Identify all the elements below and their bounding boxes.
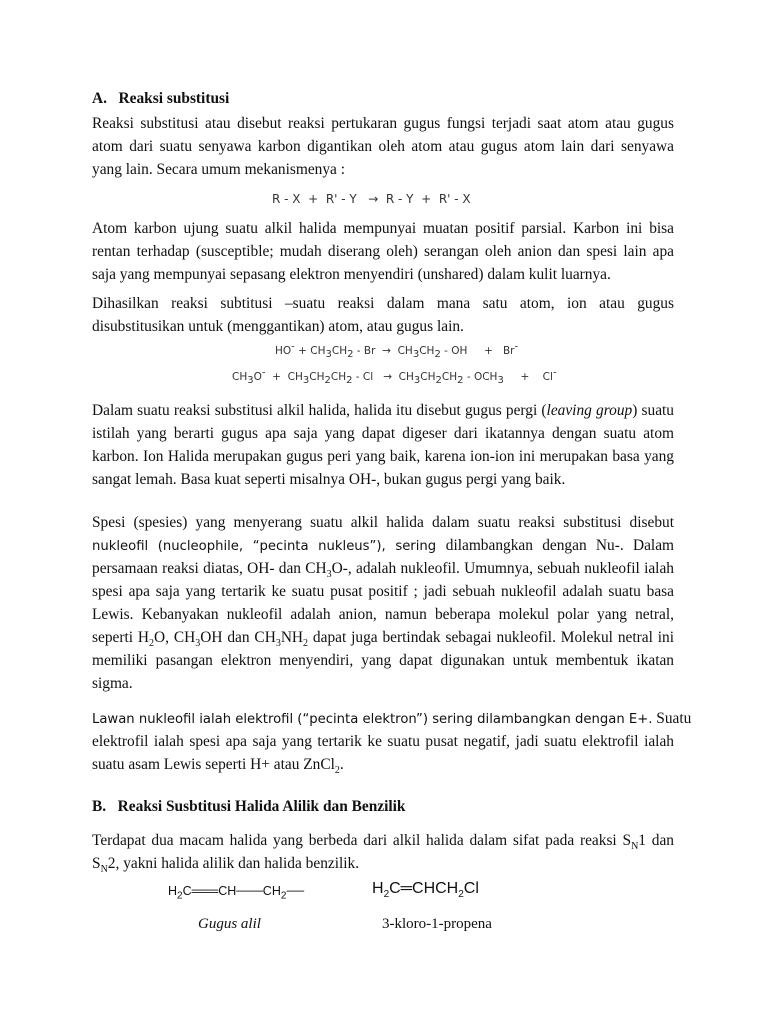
text-segment: rentan terhadap (susceptible; mudah diserang oleh) serangan oleh anion dan spesi lain apa (92, 243, 674, 260)
text-segment: 3 (275, 638, 281, 650)
reaction-equation-1 (275, 341, 519, 361)
allyl-group-structure (168, 884, 305, 902)
text-segment: elektrofil ialah spesi apa saja yang tertarik ke suatu pusat negatif, jadi suatu elektrofil ialah (92, 733, 674, 750)
text-segment: Reaksi substitusi atau disebut reaksi pertukaran gugus fungsi terjadi saat atom atau gugus (92, 115, 674, 132)
text-segment: 2 (435, 375, 442, 387)
text-segment: 2 (383, 889, 390, 901)
text-segment: - (514, 341, 519, 353)
paragraph-nucleophile (92, 511, 674, 695)
text-segment: Lewis. Kebanyakan nukleofil adalah anion, namun beberapa molekul polar yang netral, (92, 606, 674, 623)
text-segment: 3 (413, 375, 421, 387)
text-segment: nukleofil (nucleophile, “pecinta nukleus”), sering (92, 539, 446, 554)
text-segment: + CH (265, 371, 303, 383)
text-line (92, 753, 674, 776)
text-segment: CH (232, 371, 248, 383)
text-segment: O (253, 371, 262, 383)
text-line (92, 135, 674, 158)
text-segment: Lawan nukleofil ialah elektrofil (“pecinta elektron”) sering dilambangkan dengan E+. (92, 712, 653, 727)
text-segment: 2 (346, 375, 353, 387)
text-segment: OH dan CH (200, 629, 276, 646)
text-segment: 2 (334, 765, 340, 777)
text-line (92, 603, 674, 626)
text-line (92, 557, 674, 580)
text-segment: + CH (294, 345, 326, 357)
text-segment: - (291, 341, 295, 353)
text-segment: - OH + Br (440, 345, 515, 357)
text-segment: Cl (463, 880, 479, 897)
text-segment: 2 (434, 349, 441, 361)
text-segment: NH (280, 629, 304, 646)
text-segment: 2 (280, 890, 287, 902)
text-segment: CH (331, 345, 348, 357)
text-segment: 2 (149, 638, 155, 650)
text-segment: H (372, 880, 384, 897)
text-segment: O, CH (154, 629, 196, 646)
text-line (92, 580, 674, 603)
text-segment: . (339, 756, 344, 773)
paragraph-substitution-result (92, 292, 674, 338)
text-segment: 2, yakni halida alilik dan halida benzilik. (107, 855, 360, 872)
text-line (92, 626, 674, 649)
paragraph-leaving-group (92, 399, 674, 491)
text-line (92, 158, 674, 181)
text-segment: C═CHCH (389, 880, 459, 897)
text-segment: 3 (497, 375, 504, 387)
text-segment: O-, adalah nukleofil. Umumnya, sebuah nukleofil ialah (331, 560, 674, 577)
text-segment: H (168, 884, 178, 898)
text-segment: suatu asam Lewis seperti H+ atau ZnCl (92, 756, 335, 773)
paragraph-allylic-benzylic (92, 829, 674, 875)
text-segment: + Cl (503, 371, 553, 383)
text-segment: CH (441, 371, 458, 383)
text-line (92, 240, 674, 263)
text-segment: 2 (324, 375, 331, 387)
text-segment: ) suatu (632, 402, 674, 419)
text-segment: karbon. Ion Halida merupakan gugus peri yang baik, karena ion-ion ini merupakan basa yang (92, 448, 674, 465)
text-segment: 2 (347, 349, 354, 361)
text-segment: Dalam suatu reaksi substitusi alkil halida, halida itu disebut gugus pergi ( (92, 402, 547, 419)
text-line (92, 399, 674, 422)
general-mechanism-equation: R - X + R' - Y → R - Y + R' - X (272, 192, 471, 206)
text-line (92, 217, 674, 240)
text-segment: 3 (326, 569, 332, 581)
text-segment: 2 (458, 889, 464, 901)
section-b-title: Reaksi Susbtitusi Halida Alilik dan Benzilik (117, 798, 406, 815)
text-segment: 2 (457, 375, 464, 387)
text-segment: dapat juga bertindak sebagai nukleofil. Molekul netral ini (308, 629, 674, 646)
text-segment: - (261, 367, 266, 379)
text-segment: istilah yang berarti gugus apa saja yang dapat digeser dari ikatannya dengan suatu atom (92, 425, 674, 442)
text-line (92, 422, 674, 445)
text-line (92, 730, 674, 753)
section-a-title: Reaksi substitusi (118, 90, 230, 107)
text-segment: sigma. (92, 675, 133, 692)
text-line (92, 315, 674, 338)
text-segment: leaving group (546, 402, 633, 419)
text-segment: saja yang mempunyai sepasang elektron menyendiri (unshared) dalam kulit luarnya. (92, 266, 611, 283)
text-line (92, 672, 674, 695)
text-segment: 3 (247, 375, 254, 387)
text-segment: seperti H (92, 629, 150, 646)
paragraph-electrophile (92, 707, 692, 777)
text-line (92, 112, 674, 135)
text-segment: - Cl → CH (352, 371, 414, 383)
allyl-group-caption: Gugus alil (198, 916, 261, 932)
text-segment: persamaan reaksi diatas, OH- dan CH (92, 560, 327, 577)
text-line (92, 707, 692, 730)
text-segment: - (552, 367, 557, 379)
text-segment: C═══CH───CH (182, 884, 281, 898)
text-segment: Spesi (spesies) yang menyerang suatu alkil halida dalam suatu reaksi substitusi disebut (92, 514, 674, 531)
section-b-number: B. (92, 798, 107, 815)
text-segment: Dihasilkan reaksi subtitusi –suatu reaksi dalam mana satu atom, ion atau gugus (92, 295, 674, 312)
paragraph-alkyl-halide-carbon (92, 217, 674, 286)
text-segment: 3 (302, 375, 310, 387)
text-segment: 3 (195, 638, 201, 650)
text-segment: dilambangkan dengan Nu-. Dalam (445, 537, 675, 554)
text-segment: CH (419, 345, 435, 357)
text-segment: 2 (177, 890, 183, 902)
text-segment: CH (309, 371, 325, 383)
text-segment: 2 (303, 638, 309, 650)
text-segment: memiliki pasangan elektron menyendiri, yang dapat digunakan untuk membentuk ikatan (92, 652, 674, 669)
text-segment: 3 (325, 349, 332, 361)
text-segment: atom dari suatu senyawa karbon digantikan oleh atom atau gugus atom lain dari senyawa (92, 138, 674, 155)
text-segment: Atom karbon ujung suatu alkil halida mempunyai muatan positif parsial. Karbon ini bisa (92, 220, 674, 237)
text-line (92, 511, 674, 534)
text-segment: CH (330, 371, 347, 383)
text-segment: Terdapat dua macam halida yang berbeda dari alkil halida dalam sifat pada reaksi S (92, 832, 632, 849)
text-line (92, 852, 674, 875)
text-line (92, 292, 674, 315)
text-segment: disubstitusikan untuk (menggantikan) atom, atau gugus lain. (92, 318, 464, 335)
chloropropene-structure (372, 880, 479, 901)
paragraph-substitution-definition (92, 112, 674, 181)
text-segment: HO (275, 345, 292, 357)
text-segment: yang lain. Secara umum mekanismenya : (92, 161, 346, 178)
text-line (92, 445, 674, 468)
text-line (92, 534, 674, 557)
reaction-equation-2 (232, 367, 557, 387)
text-segment: CH (420, 371, 436, 383)
text-segment: spesi apa saja yang tertarik ke suatu pusat positif ; jadi sebuah nukleofil adalah suatu basa (92, 583, 674, 600)
text-line (92, 649, 674, 672)
text-line (92, 829, 674, 852)
text-line (92, 263, 674, 286)
text-segment: S (92, 855, 101, 872)
text-line (92, 468, 674, 491)
section-a-number: A. (92, 90, 107, 107)
section-b-heading (92, 798, 674, 816)
text-segment: - OCH (463, 371, 498, 383)
text-segment: ── (286, 884, 305, 898)
section-a-heading (92, 90, 674, 108)
text-segment: N (100, 864, 108, 876)
text-segment: - Br → CH (353, 345, 413, 357)
text-segment: sangat lemah. Basa kuat seperti misalnya OH-, bukan gugus pergi yang baik. (92, 471, 566, 488)
chloropropene-caption: 3-kloro-1-propena (382, 916, 492, 932)
text-segment: 1 dan (638, 832, 674, 849)
text-segment: 3 (412, 349, 420, 361)
text-segment: N (631, 841, 639, 853)
text-segment: Suatu (652, 710, 692, 727)
